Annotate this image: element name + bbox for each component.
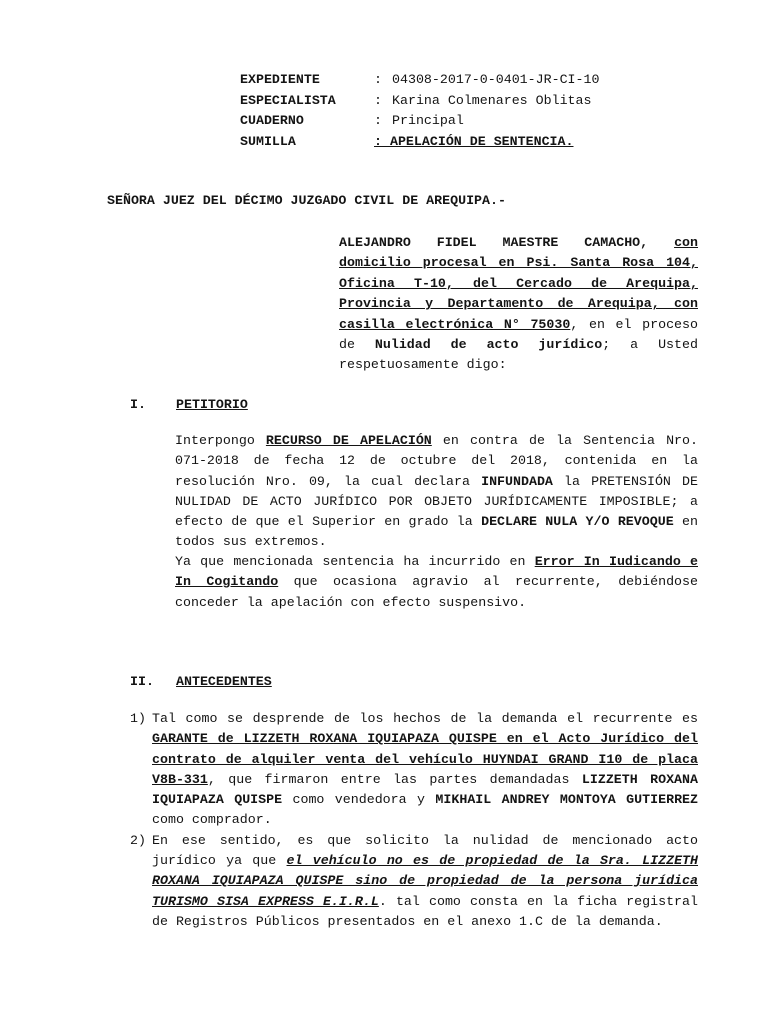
process-name: Nulidad de acto jurídico xyxy=(374,337,603,353)
expediente-value: 04308-2017-0-0401-JR-CI-10 xyxy=(392,72,600,87)
text-run: Tal como se desprende de los hechos de la demanda el recurrente es xyxy=(152,711,698,726)
expediente-row xyxy=(240,70,599,91)
section-antecedentes-heading xyxy=(130,674,272,689)
sumilla-colon: : xyxy=(374,133,382,149)
party-text-2: ; a Usted respetuosamente digo: xyxy=(339,337,698,373)
sumilla-label: SUMILLA xyxy=(240,133,296,149)
colon: : xyxy=(374,113,382,128)
addressee: SEÑORA JUEZ DEL DÉCIMO JUZGADO CIVIL DE AREQUIPA.- xyxy=(107,193,506,208)
list-item-number: 1) xyxy=(130,711,146,726)
text-run: como vendedora y xyxy=(282,792,436,808)
party-text-1: , en el proceso de xyxy=(339,316,698,353)
section-number: I. xyxy=(130,397,146,412)
text-run: la PRETENSIÓN DE NULIDAD DE ACTO JURÍDICO POR OBJETO JURÍDICAMENTE IMPOSIBLE; a efecto de que el Superior en grado la xyxy=(175,473,698,530)
party-domicile: con domicilio procesal en Psi. Santa Rosa 104, Oficina T-10, del Cercado de Arequipa, Provincia y Departamento de Arequipa, con casilla electrónica N° 75030 xyxy=(339,235,699,332)
petitorio-paragraph-1 xyxy=(175,431,698,553)
expediente-label: EXPEDIENTE xyxy=(240,72,320,87)
list-item-number: 2) xyxy=(130,832,146,848)
vendedora-name: LIZZETH ROXANA IQUIAPAZA QUISPE xyxy=(152,771,698,808)
especialista-row xyxy=(240,91,599,112)
comprador-name: MIKHAIL ANDREY MONTOYA GUTIERREZ xyxy=(435,792,699,808)
especialista-label: ESPECIALISTA xyxy=(240,92,336,108)
section-petitorio-heading xyxy=(130,397,248,412)
antecedentes-list xyxy=(130,709,698,932)
text-run: En ese sentido, es que solicito la nulidad de mencionado acto jurídico ya que xyxy=(152,832,698,869)
case-header xyxy=(240,70,599,152)
text-run: Ya que mencionada sentencia ha incurrido en xyxy=(175,554,535,569)
sumilla-text: APELACIÓN DE SENTENCIA. xyxy=(381,133,574,149)
text-run: en contra de la Sentencia Nro. 071-2018 de fecha 12 de octubre del 2018, contenida en la resolución Nro. 09, la cual declara xyxy=(175,433,698,489)
party-paragraph xyxy=(339,233,698,376)
text-run: en todos sus extremos. xyxy=(175,514,698,550)
sumilla-row xyxy=(240,132,599,153)
sumilla-value xyxy=(374,132,574,153)
petitorio-paragraph-2 xyxy=(175,552,698,613)
recurso-apelacion: RECURSO DE APELACIÓN xyxy=(265,433,432,448)
colon: : xyxy=(374,72,382,87)
text-run: , que firmaron entre las partes demandadas xyxy=(207,771,582,787)
cuaderno-value: Principal xyxy=(392,113,464,128)
list-item-text xyxy=(152,831,698,932)
list-item xyxy=(130,831,698,932)
section-title: PETITORIO xyxy=(176,397,248,412)
text-run: como comprador. xyxy=(152,812,272,828)
declare-nula: DECLARE NULA Y/O REVOQUE xyxy=(481,514,674,530)
garante-text: GARANTE de LIZZETH ROXANA IQUIAPAZA QUISPE en el Acto Jurídico del contrato de alquiler venta del vehículo HUYNDAI GRAND I10 de placa V8B-331 xyxy=(152,731,698,787)
party-name: ALEJANDRO FIDEL MAESTRE CAMACHO, xyxy=(339,235,649,250)
text-run: que ocasiona agravio al recurrente, debiéndose conceder la apelación con efecto suspensivo. xyxy=(175,574,698,610)
list-item-text xyxy=(152,709,698,831)
text-run: . tal como consta en la ficha registral de Registros Públicos presentados en el anexo 1.C de la demanda. xyxy=(152,893,698,929)
section-number: II. xyxy=(130,674,154,689)
propiedad-text: el vehículo no es de propiedad de la Sra. LIZZETH ROXANA IQUIAPAZA QUISPE sino de propiedad de la persona jurídica TURISMO SISA EXPRESS E.I.R.L xyxy=(152,853,699,909)
cuaderno-label: CUADERNO xyxy=(240,113,304,128)
section-title: ANTECEDENTES xyxy=(176,674,272,689)
cuaderno-row xyxy=(240,111,599,132)
infundada: INFUNDADA xyxy=(481,473,553,489)
text-run: Interpongo xyxy=(175,433,266,448)
colon: : xyxy=(374,92,382,108)
especialista-value: Karina Colmenares Oblitas xyxy=(392,92,592,108)
error-in-iudicando: Error In Iudicando e In Cogitando xyxy=(175,554,698,590)
list-item xyxy=(130,709,698,831)
